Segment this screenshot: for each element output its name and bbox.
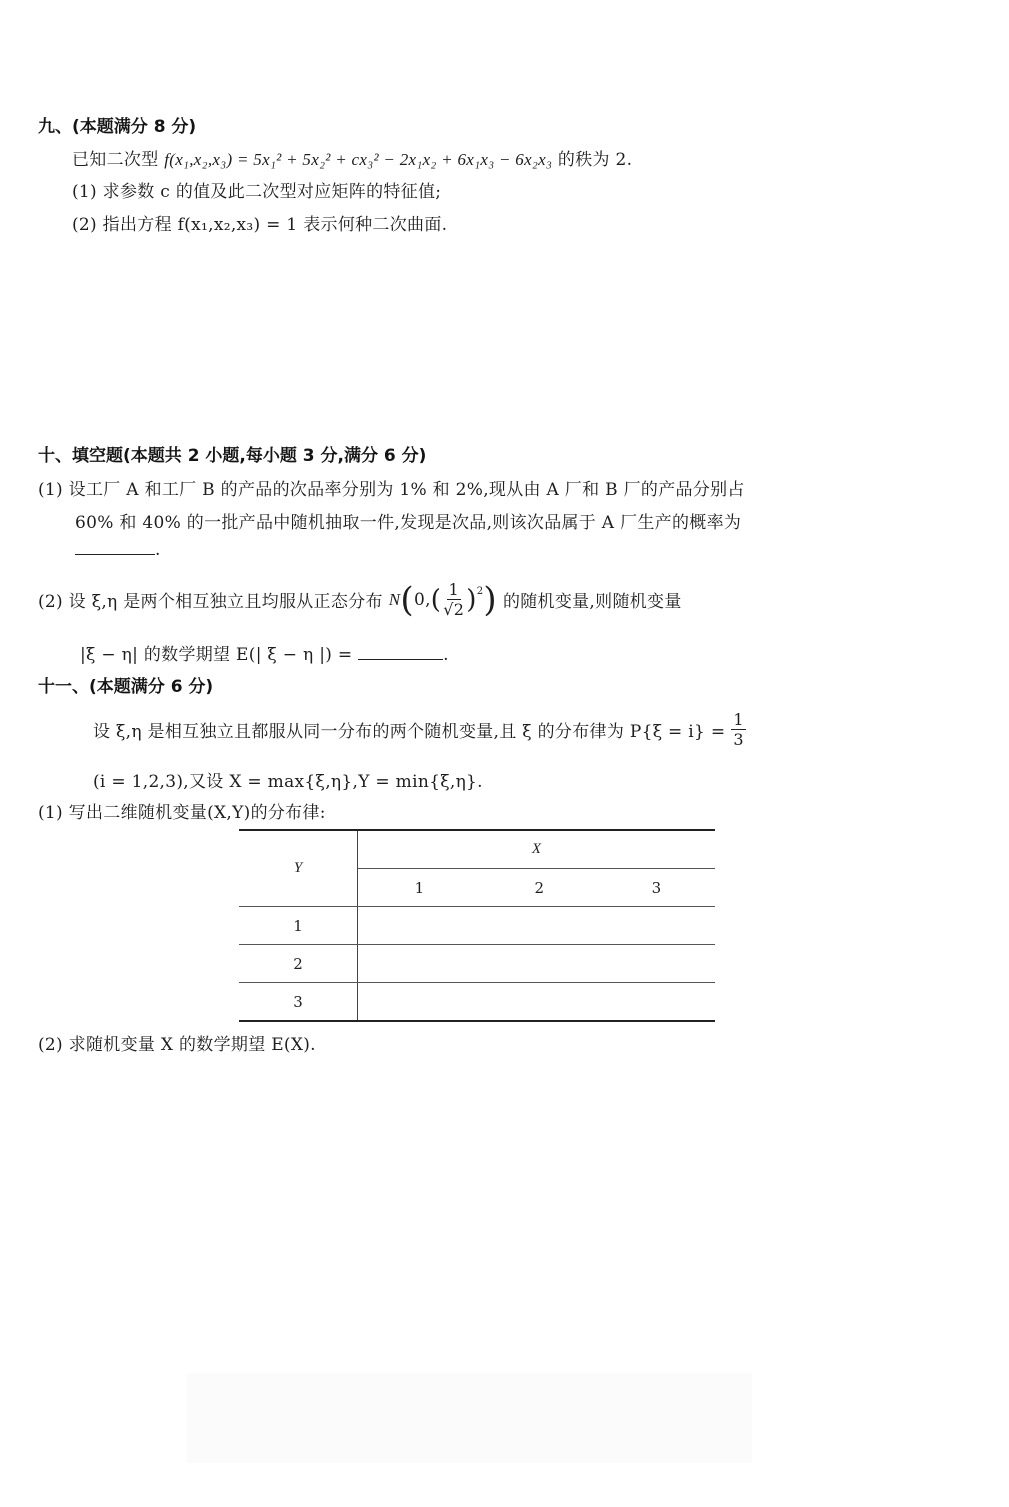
- problem-10-q2-line-2: [80, 640, 449, 665]
- q2-line2-text: |ξ − η| 的数学期望 E(| ξ − η |) =: [80, 645, 353, 665]
- inner-left-paren: (: [430, 584, 442, 615]
- exponent: 2: [476, 586, 484, 597]
- problem-10-q1-line-2: 60% 和 40% 的一批产品中随机抽取一件,发现是次品,则该次品属于 A 厂生产的概率为: [75, 513, 742, 533]
- table-cell[interactable]: [358, 945, 481, 983]
- distribution-table: [239, 829, 715, 1022]
- left-paren: (: [400, 579, 414, 620]
- table-cell[interactable]: [598, 945, 715, 983]
- table-cell[interactable]: [358, 983, 481, 1022]
- problem-11-part-2: (2) 求随机变量 X 的数学期望 E(X).: [38, 1035, 316, 1055]
- problem-10-q1-line-1: (1) 设工厂 A 和工厂 B 的产品的次品率分别为 1% 和 2%,现从由 A 厂和 B 厂的产品分别占: [38, 480, 745, 500]
- inner-right-paren: ): [466, 584, 477, 615]
- problem-10-q2-line-1: [38, 580, 682, 619]
- table-cell[interactable]: [481, 907, 598, 945]
- frac-numerator: 1: [448, 580, 459, 599]
- q2-prefix: (2) 设 ξ,η 是两个相互独立且均服从正态分布: [38, 592, 383, 612]
- normal-N: N: [388, 589, 401, 609]
- scan-artifact-region: [187, 1373, 752, 1463]
- frac-denominator: 3: [733, 730, 744, 749]
- row-value: 1: [239, 907, 358, 945]
- problem-11-part-1: (1) 写出二维随机变量(X,Y)的分布律:: [38, 803, 326, 823]
- frac-denominator: √2: [443, 600, 465, 619]
- stem-text: 设 ξ,η 是相互独立且都服从同一分布的两个随机变量,且 ξ 的分布律为 P{ξ = i} =: [93, 722, 726, 742]
- period: .: [155, 540, 161, 560]
- problem-9-part-2: (2) 指出方程 f(x₁,x₂,x₃) = 1 表示何种二次曲面.: [72, 215, 448, 235]
- problem-11-stem-line-1: [93, 710, 748, 749]
- stem-suffix: 的秩为 2.: [557, 150, 633, 170]
- col-value: 1: [358, 869, 481, 907]
- quadratic-form-formula: f(x₁,x₂,x₃) = 5x₁² + 5x₂² + cx₃² − 2x₁x₂ + 6x₁x₃ − 6x₂x₃: [164, 150, 553, 169]
- row-value: 2: [239, 945, 358, 983]
- period: .: [443, 645, 449, 665]
- problem-9-stem: [72, 145, 632, 170]
- row-value: 3: [239, 983, 358, 1022]
- table-cell[interactable]: [358, 907, 481, 945]
- col-value: 3: [598, 869, 715, 907]
- mean-zero: 0,: [413, 589, 431, 610]
- problem-10-q1-answer: [75, 540, 161, 560]
- col-header-x: X: [358, 830, 716, 869]
- fraction-one-third: [731, 710, 745, 749]
- problem-11-stem-line-2: (i = 1,2,3),又设 X = max{ξ,η},Y = min{ξ,η}.: [93, 772, 483, 792]
- table-cell[interactable]: [481, 983, 598, 1022]
- answer-blank[interactable]: [75, 542, 155, 555]
- right-paren: ): [483, 579, 497, 620]
- table-cell[interactable]: [481, 945, 598, 983]
- problem-9-title: 九、(本题满分 8 分): [38, 117, 197, 137]
- table-cell[interactable]: [598, 907, 715, 945]
- answer-blank[interactable]: [358, 647, 443, 660]
- fraction-one-over-sqrt2: [443, 580, 464, 619]
- problem-10-title: 十、填空题(本题共 2 小题,每小题 3 分,满分 6 分): [38, 446, 427, 466]
- col-value: 2: [481, 869, 598, 907]
- q2-suffix: 的随机变量,则随机变量: [502, 592, 682, 612]
- problem-9-part-1: (1) 求参数 c 的值及此二次型对应矩阵的特征值;: [72, 182, 442, 202]
- frac-numerator: 1: [733, 710, 744, 729]
- problem-11-title: 十一、(本题满分 6 分): [38, 677, 214, 697]
- stem-prefix: 已知二次型: [72, 150, 159, 170]
- table-cell[interactable]: [598, 983, 715, 1022]
- row-header-y: Y: [239, 830, 358, 907]
